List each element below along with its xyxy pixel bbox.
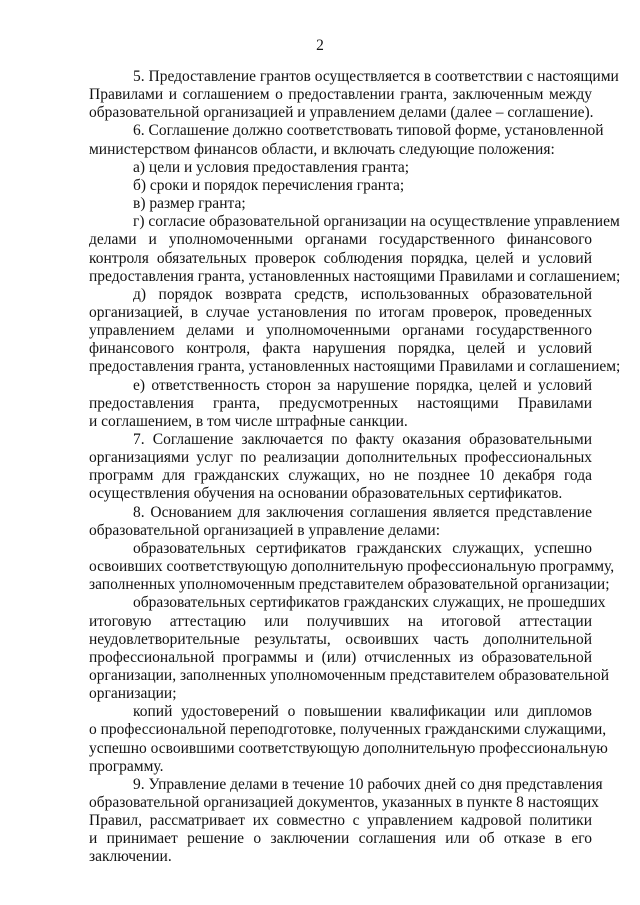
text-line: профессиональной программы и (или) отчисленных из образовательной xyxy=(89,648,592,666)
text-line: образовательных сертификатов гражданских служащих, не прошедших xyxy=(133,594,606,612)
text-line: г) согласие образовательной организации на осуществление управлением xyxy=(133,213,620,231)
text-line: образовательной организацией и управлением делами (далее – соглашение). xyxy=(89,104,594,122)
text-line: о профессиональной переподготовке, полученных гражданскими служащими, xyxy=(89,721,607,739)
text-line: организацией, в случае установления по итогам проверок, проведенных xyxy=(89,303,592,321)
text-line: Правил, рассматривает их совместно с управлением кадровой политики xyxy=(89,812,592,830)
text-line: 9. Управление делами в течение 10 рабочих дней со дня представления xyxy=(133,775,603,793)
text-line: предоставления гранта, предусмотренных настоящими Правилами xyxy=(89,394,592,412)
text-line: министерством финансов области, и включать следующие положения: xyxy=(89,140,555,158)
text-line: образовательных сертификатов гражданских служащих, успешно xyxy=(133,539,592,557)
text-line: итоговую аттестацию или получивших на итоговой аттестации xyxy=(89,612,592,630)
text-line: образовательной организацией в управление делами: xyxy=(89,521,441,539)
text-line: неудовлетворительные результаты, освоивших часть дополнительной xyxy=(89,630,592,648)
text-line: б) сроки и порядок перечисления гранта; xyxy=(133,176,405,194)
text-line: и соглашением, в том числе штрафные санкции. xyxy=(89,412,408,430)
text-line: организации; xyxy=(89,685,177,703)
page-number: 2 xyxy=(316,37,324,54)
text-line: предоставления гранта, установленных настоящими Правилами и соглашением; xyxy=(89,267,621,285)
text-line: делами и уполномоченными органами государственного финансового xyxy=(89,231,592,249)
text-line: организации, заполненных уполномоченным представителем образовательной xyxy=(89,666,610,684)
text-line: финансового контроля, факта нарушения порядка, целей и условий xyxy=(89,340,592,358)
text-line: 8. Основанием для заключения соглашения является представление xyxy=(133,503,592,521)
text-line: 7. Соглашение заключается по факту оказания образовательными xyxy=(133,431,592,448)
text-line: и принимает решение о заключении соглашения или об отказе в его xyxy=(89,830,592,848)
text-line: образовательной организацией документов, указанных в пункте 8 настоящих xyxy=(89,794,599,811)
text-line: организациями услуг по реализации дополнительных профессиональных xyxy=(89,449,592,467)
text-line: программ для гражданских служащих, но не позднее 10 декабря года xyxy=(89,467,592,485)
text-line: успешно освоившими соответствующую дополнительную профессиональную xyxy=(89,739,608,757)
text-line: программу. xyxy=(89,757,164,775)
text-line: управлением делами и уполномоченными органами государственного xyxy=(89,322,592,340)
text-line: контроля обязательных проверок соблюдения порядка, целей и условий xyxy=(89,249,592,267)
text-line: а) цели и условия предоставления гранта; xyxy=(133,158,410,176)
text-line: д) порядок возврата средств, использованных образовательной xyxy=(133,285,592,303)
text-line: осуществления обучения на основании образовательных сертификатов. xyxy=(89,485,563,503)
text-line: предоставления гранта, установленных настоящими Правилами и соглашением; xyxy=(89,358,621,376)
text-line: е) ответственность сторон за нарушение порядка, целей и условий xyxy=(133,376,592,394)
text-line: освоивших соответствующую дополнительную профессиональную программу, xyxy=(89,558,615,575)
text-line: 6. Соглашение должно соответствовать типовой форме, установленной xyxy=(133,122,604,140)
text-line: 5. Предоставление грантов осуществляется в соответствии с настоящими xyxy=(133,68,619,85)
text-line: Правилами и соглашением о предоставлении гранта, заключенным между xyxy=(89,86,592,104)
text-line: заключении. xyxy=(89,848,172,866)
text-line: заполненных уполномоченным представителем образовательной организации; xyxy=(89,576,610,594)
text-line: в) размер гранта; xyxy=(133,195,246,212)
text-line: копий удостоверений о повышении квалификации или дипломов xyxy=(133,703,592,721)
